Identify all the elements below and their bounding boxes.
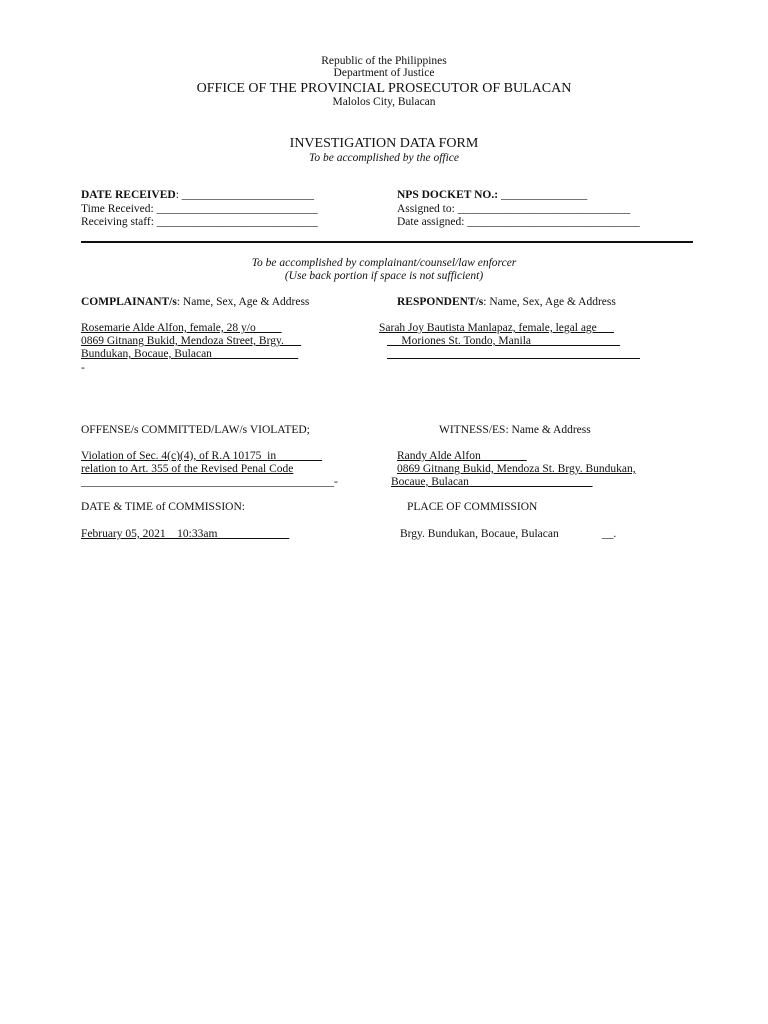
complainant-line-4: - [81, 362, 85, 374]
respondent-line-2: Moriones St. Tondo, Manila [387, 335, 621, 347]
date-commission-label: DATE & TIME of COMMISSION: [81, 501, 245, 513]
section-divider [81, 241, 693, 243]
office-note: To be accomplished by the office [309, 152, 459, 164]
form-title: INVESTIGATION DATA FORM [289, 136, 479, 151]
city-text: Malolos City, Bulacan [332, 96, 436, 108]
witness-line-3: Bocaue, Bulacan [391, 476, 593, 488]
assigned-to-field: Assigned to: ______________________________ [397, 203, 631, 215]
witness-heading: WITNESS/ES: Name & Address [439, 424, 591, 436]
place-commission-value: Brgy. Bundukan, Bocaue, Bulacan __. [400, 528, 617, 540]
witness-line-1: Randy Alde Alfon [397, 450, 527, 462]
complainant-label: COMPLAINANT/s [81, 296, 177, 308]
complainant-line-2: 0869 Gitnang Bukid, Mendoza Street, Brgy. [81, 335, 302, 347]
date-received-field [81, 189, 314, 202]
offense-line-2: relation to Art. 355 of the Revised Penal Code [81, 463, 294, 475]
time-received-field: Time Received: ____________________________ [81, 203, 318, 215]
date-assigned-field: Date assigned: ______________________________ [397, 216, 640, 228]
nps-docket-line: _______________ [498, 189, 588, 201]
offense-line-1: Violation of Sec. 4(c)(4), of R.A 10175 in [81, 450, 323, 462]
nps-docket-field [397, 189, 587, 202]
place-commission-label: PLACE OF COMMISSION [407, 501, 538, 513]
complainant-note-line2: (Use back portion if space is not sufficient) [284, 270, 484, 282]
offense-line-3: ____________________________________________- [81, 476, 338, 488]
respondent-line-3 [387, 348, 640, 361]
receiving-staff-field: Receiving staff: ____________________________ [81, 216, 318, 228]
respondent-heading [397, 296, 616, 309]
respondent-desc: : Name, Sex, Age & Address [483, 296, 616, 308]
republic-text: Republic of the Philippines [321, 55, 447, 67]
complainant-line-1: Rosemarie Alde Alfon, female, 28 y/o [81, 322, 282, 334]
department-text: Department of Justice [333, 67, 435, 79]
complainant-line-3: Bundukan, Bocaue, Bulacan [81, 348, 299, 360]
office-title: OFFICE OF THE PROVINCIAL PROSECUTOR OF BULACAN [196, 81, 572, 96]
witness-line-2: 0869 Gitnang Bukid, Mendoza St. Brgy. Bundukan, [397, 463, 636, 475]
date-commission-value: February 05, 2021 10:33am [81, 528, 290, 540]
date-received-line: : _______________________ [175, 189, 315, 201]
complainant-note-line1: To be accomplished by complainant/counsel/law enforcer [251, 257, 517, 269]
complainant-desc: : Name, Sex, Age & Address [176, 296, 310, 308]
date-received-label: DATE RECEIVED [81, 189, 176, 201]
respondent-label: RESPONDENT/s [397, 296, 484, 308]
respondent-line-1: Sarah Joy Bautista Manlapaz, female, legal age [379, 322, 615, 334]
complainant-heading [81, 296, 309, 309]
offense-heading: OFFENSE/s COMMITTED/LAW/s VIOLATED; [81, 424, 310, 436]
nps-docket-label: NPS DOCKET NO.: [397, 189, 499, 201]
